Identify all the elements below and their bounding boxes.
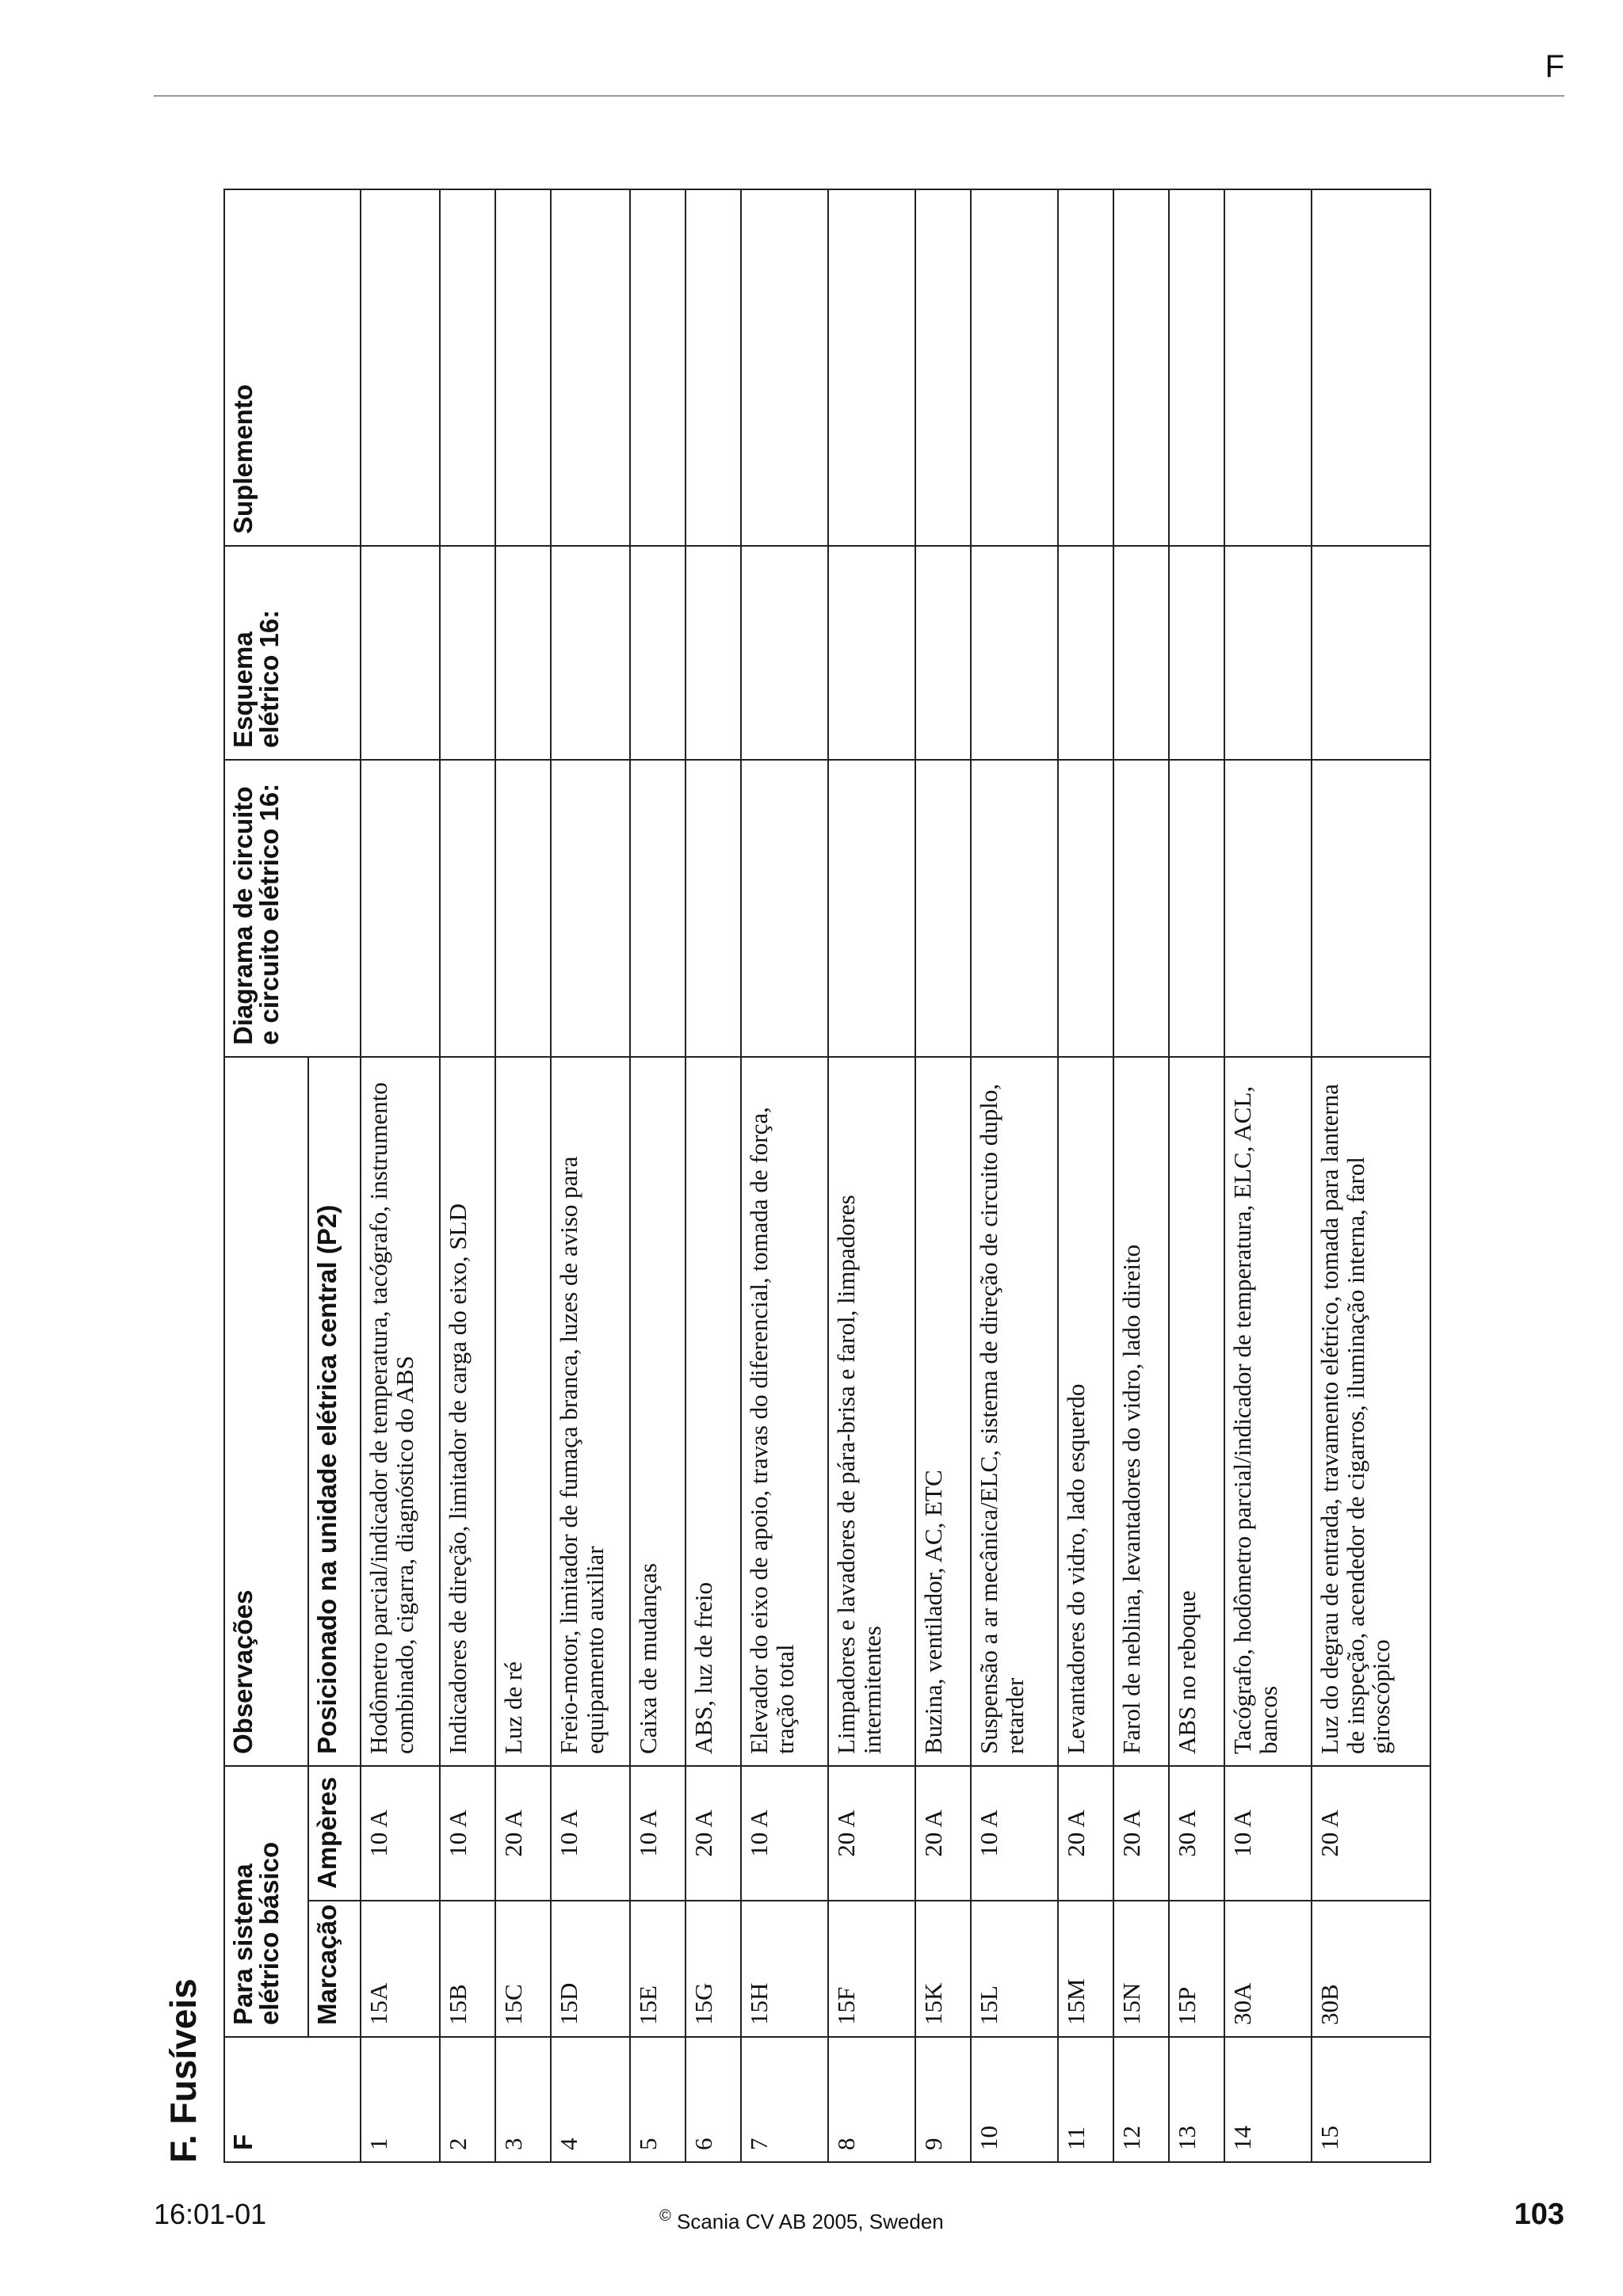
cell-circuit-diagram: [1312, 760, 1430, 1057]
cell-observation: Luz de ré: [495, 1057, 551, 1766]
cell-circuit-diagram: [495, 760, 551, 1057]
table-row: [741, 189, 828, 2162]
cell-observation: Suspensão a ar mecânica/ELC, sistema de direção de circuito duplo, retarder: [971, 1057, 1058, 1766]
cell-amperes: 10 A: [361, 1766, 440, 1901]
cell-schematic: [971, 546, 1058, 760]
cell-f: 8: [828, 2037, 915, 2162]
cell-circuit-diagram: [741, 760, 828, 1057]
cell-schematic: [361, 546, 440, 760]
table-row: [1169, 189, 1224, 2162]
cell-f: 7: [741, 2037, 828, 2162]
copyright-symbol: ©: [659, 2207, 671, 2225]
cell-f: 9: [915, 2037, 971, 2162]
cell-marking: 15D: [551, 1901, 630, 2037]
cell-amperes: 20 A: [1113, 1766, 1169, 1901]
table-row: [1113, 189, 1169, 2162]
cell-amperes: 20 A: [1312, 1766, 1430, 1901]
cell-f: 15: [1312, 2037, 1430, 2162]
cell-marking: 15L: [971, 1901, 1058, 2037]
cell-marking: 15K: [915, 1901, 971, 2037]
cell-f: 5: [630, 2037, 685, 2162]
cell-observation: Levantadores do vidro, lado esquerdo: [1058, 1057, 1113, 1766]
cell-observation: Indicadores de direção, limitador de carga do eixo, SLD: [440, 1057, 495, 1766]
cell-amperes: 20 A: [685, 1766, 741, 1901]
cell-observation: Hodômetro parcial/indicador de temperatura, tacógrafo, instrumento combinado, cigarra, diagnóstico do ABS: [361, 1057, 440, 1766]
cell-circuit-diagram: [1113, 760, 1169, 1057]
cell-f: 14: [1224, 2037, 1312, 2162]
cell-marking: 30A: [1224, 1901, 1312, 2037]
cell-circuit-diagram: [828, 760, 915, 1057]
cell-observation: Limpadores e lavadores de pára-brisa e farol, limpadores intermitentes: [828, 1057, 915, 1766]
cell-circuit-diagram: [971, 760, 1058, 1057]
header-observations: Observações: [224, 1057, 308, 1766]
cell-supplement: [828, 189, 915, 546]
chapter-letter: F: [1545, 49, 1564, 84]
fuse-table-body: [361, 189, 1430, 2162]
header-f: F: [224, 2037, 361, 2162]
header-amperes: Ampères: [308, 1766, 361, 1901]
cell-marking: 15G: [685, 1901, 741, 2037]
table-row: [440, 189, 495, 2162]
cell-marking: 15B: [440, 1901, 495, 2037]
cell-circuit-diagram: [361, 760, 440, 1057]
cell-supplement: [551, 189, 630, 546]
cell-supplement: [1169, 189, 1224, 546]
cell-marking: 15A: [361, 1901, 440, 2037]
cell-schematic: [495, 546, 551, 760]
table-row: [971, 189, 1058, 2162]
cell-schematic: [1224, 546, 1312, 760]
cell-amperes: 20 A: [828, 1766, 915, 1901]
cell-circuit-diagram: [440, 760, 495, 1057]
cell-observation: Farol de neblina, levantadores do vidro, lado direito: [1113, 1057, 1169, 1766]
cell-observation: Tacógrafo, hodômetro parcial/indicador de temperatura, ELC, ACL, bancos: [1224, 1057, 1312, 1766]
header-observations-sub: Posicionado na unidade elétrica central (P2): [308, 1057, 361, 1766]
cell-f: 3: [495, 2037, 551, 2162]
cell-observation: Caixa de mudanças: [630, 1057, 685, 1766]
cell-amperes: 10 A: [551, 1766, 630, 1901]
cell-supplement: [741, 189, 828, 546]
header-circuit-diagram: Diagrama de circuito e circuito elétrico 16:: [224, 760, 361, 1057]
header-basic-system: Para sistema elétrico básico: [224, 1766, 308, 2037]
cell-amperes: 10 A: [440, 1766, 495, 1901]
cell-supplement: [971, 189, 1058, 546]
header-supplement: Suplemento: [224, 189, 361, 546]
cell-f: 2: [440, 2037, 495, 2162]
cell-observation: Freio-motor, limitador de fumaça branca, luzes de aviso para equipamento auxiliar: [551, 1057, 630, 1766]
cell-observation: Elevador do eixo de apoio, travas do diferencial, tomada de força, tração total: [741, 1057, 828, 1766]
cell-marking: 15F: [828, 1901, 915, 2037]
rotated-content: [162, 160, 1620, 2163]
cell-supplement: [1312, 189, 1430, 546]
cell-schematic: [1169, 546, 1224, 760]
cell-f: 1: [361, 2037, 440, 2162]
cell-circuit-diagram: [1224, 760, 1312, 1057]
cell-f: 11: [1058, 2037, 1113, 2162]
table-row: [685, 189, 741, 2162]
cell-amperes: 20 A: [1058, 1766, 1113, 1901]
cell-schematic: [1312, 546, 1430, 760]
cell-schematic: [685, 546, 741, 760]
table-row: [361, 189, 440, 2162]
cell-amperes: 10 A: [1224, 1766, 1312, 1901]
header-rule: [154, 95, 1564, 97]
cell-supplement: [1113, 189, 1169, 546]
copyright: [659, 2207, 944, 2234]
header-schematic: Esquema elétrico 16:: [224, 546, 361, 760]
cell-observation: ABS, luz de freio: [685, 1057, 741, 1766]
cell-amperes: 10 A: [741, 1766, 828, 1901]
cell-f: 4: [551, 2037, 630, 2162]
cell-circuit-diagram: [630, 760, 685, 1057]
cell-circuit-diagram: [1169, 760, 1224, 1057]
cell-circuit-diagram: [915, 760, 971, 1057]
cell-amperes: 20 A: [915, 1766, 971, 1901]
cell-marking: 15N: [1113, 1901, 1169, 2037]
table-row: [495, 189, 551, 2162]
document-code: 16:01-01: [154, 2198, 267, 2230]
cell-supplement: [915, 189, 971, 546]
fuse-table: [223, 189, 1431, 2163]
cell-supplement: [440, 189, 495, 546]
cell-supplement: [630, 189, 685, 546]
cell-schematic: [551, 546, 630, 760]
cell-circuit-diagram: [685, 760, 741, 1057]
cell-marking: 15E: [630, 1901, 685, 2037]
table-row: [828, 189, 915, 2162]
cell-marking: 15M: [1058, 1901, 1113, 2037]
table-row: [1058, 189, 1113, 2162]
table-row: [1224, 189, 1312, 2162]
copyright-text: Scania CV AB 2005, Sweden: [676, 2210, 944, 2233]
cell-amperes: 10 A: [630, 1766, 685, 1901]
cell-marking: 15H: [741, 1901, 828, 2037]
cell-observation: Luz do degrau de entrada, travamento elétrico, tomada para lanterna de inspeção, acendedor de cigarros, iluminação interna, farol giroscópico: [1312, 1057, 1430, 1766]
cell-marking: 15C: [495, 1901, 551, 2037]
cell-observation: ABS no reboque: [1169, 1057, 1224, 1766]
cell-supplement: [361, 189, 440, 546]
cell-schematic: [1113, 546, 1169, 760]
cell-schematic: [1058, 546, 1113, 760]
cell-supplement: [685, 189, 741, 546]
cell-amperes: 20 A: [495, 1766, 551, 1901]
table-row: [915, 189, 971, 2162]
cell-supplement: [1058, 189, 1113, 546]
page-number: 103: [1514, 2198, 1564, 2231]
cell-schematic: [828, 546, 915, 760]
table-row: [1312, 189, 1430, 2162]
table-row: [630, 189, 685, 2162]
section-title: F. Fusíveis: [162, 1978, 204, 2163]
cell-supplement: [495, 189, 551, 546]
cell-circuit-diagram: [551, 760, 630, 1057]
table-row: [551, 189, 630, 2162]
cell-f: 6: [685, 2037, 741, 2162]
cell-f: 10: [971, 2037, 1058, 2162]
cell-schematic: [440, 546, 495, 760]
cell-f: 12: [1113, 2037, 1169, 2162]
cell-marking: 30B: [1312, 1901, 1430, 2037]
cell-amperes: 30 A: [1169, 1766, 1224, 1901]
cell-f: 13: [1169, 2037, 1224, 2162]
cell-supplement: [1224, 189, 1312, 546]
cell-schematic: [741, 546, 828, 760]
cell-schematic: [630, 546, 685, 760]
cell-marking: 15P: [1169, 1901, 1224, 2037]
cell-schematic: [915, 546, 971, 760]
cell-circuit-diagram: [1058, 760, 1113, 1057]
header-marking: Marcação: [308, 1901, 361, 2037]
cell-observation: Buzina, ventilador, AC, ETC: [915, 1057, 971, 1766]
cell-amperes: 10 A: [971, 1766, 1058, 1901]
